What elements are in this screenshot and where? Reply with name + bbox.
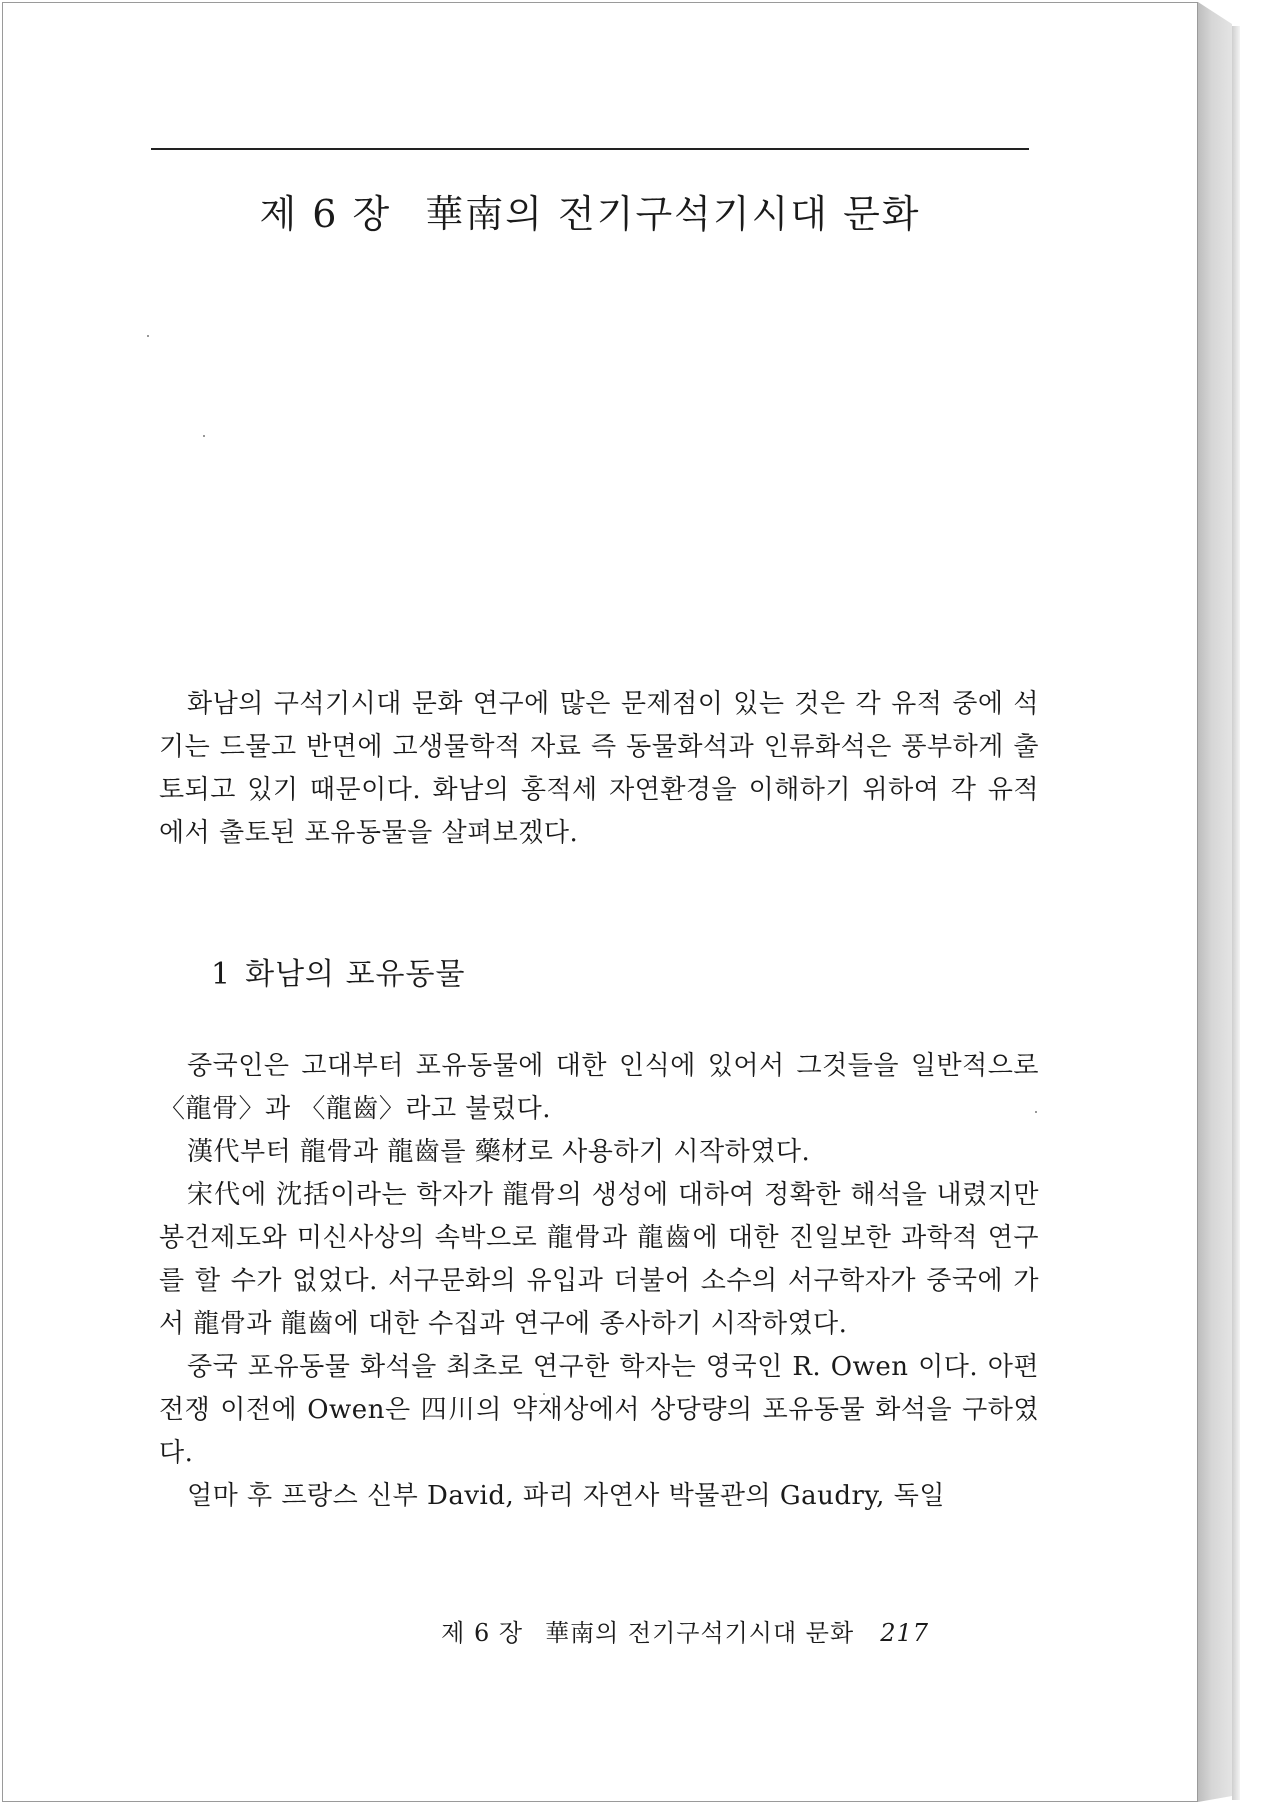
section-heading: [211, 953, 466, 997]
chapter-title-text: 華南의 전기구석기시대 문화: [425, 192, 921, 237]
chapter-title: [151, 188, 1029, 240]
page-shadow: [1232, 26, 1240, 1800]
scan-speck: [543, 1393, 545, 1395]
body-text: [159, 1045, 1039, 1518]
intro-paragraph: [159, 683, 1039, 855]
page-number: 217: [880, 1619, 929, 1647]
body-paragraph: 중국 포유동물 화석을 최초로 연구한 학자는 영국인 R. Owen 이다. 아편전쟁 이전에 Owen은 四川의 약재상에서 상당량의 포유동물 화석을 구하였다.: [159, 1352, 1039, 1468]
section-number: 1: [211, 957, 232, 992]
body-paragraph: 漢代부터 龍骨과 龍齒를 藥材로 사용하기 시작하였다.: [187, 1137, 811, 1167]
scan-speck: [203, 435, 205, 437]
body-paragraph: 宋代에 沈括이라는 학자가 龍骨의 생성에 대하여 정확한 해석을 내렸지만 봉건제도와 미신사상의 속박으로 龍骨과 龍齒에 대한 진일보한 과학적 연구를 할 수가 없었다. 서구문화의 유입과 더불어 소수의 서구학자가 중국에 가서 龍骨과 龍齒에 대한 수집과 연구에 종사하기 시작하였다.: [159, 1180, 1039, 1339]
header-rule: [151, 148, 1029, 150]
section-title: 화남의 포유동물: [245, 957, 466, 992]
footer-chapter-label: 제 6 장: [441, 1619, 524, 1647]
book-page: [2, 2, 1198, 1802]
body-paragraph: 얼마 후 프랑스 신부 David, 파리 자연사 박물관의 Gaudry, 독일: [187, 1481, 945, 1511]
footer-chapter-title: 華南의 전기구석기시대 문화: [545, 1619, 855, 1647]
body-paragraph: 중국인은 고대부터 포유동물에 대한 인식에 있어서 그것들을 일반적으로 〈龍骨〉과 〈龍齒〉라고 불렀다.: [159, 1051, 1039, 1124]
page-stack-edge: [1198, 2, 1232, 1802]
scan-speck: [1035, 1111, 1037, 1113]
intro-paragraph-text: 화남의 구석기시대 문화 연구에 많은 문제점이 있는 것은 각 유적 중에 석기는 드물고 반면에 고생물학적 자료 즉 동물화석과 인류화석은 풍부하게 출토되고 있기 때문이다. 화남의 홍적세 자연환경을 이해하기 위하여 각 유적에서 출토된 포유동물을 살펴보겠다.: [159, 689, 1039, 848]
scan-speck: [147, 335, 149, 337]
running-footer: [441, 1615, 929, 1651]
chapter-number: 제 6 장: [259, 192, 392, 237]
